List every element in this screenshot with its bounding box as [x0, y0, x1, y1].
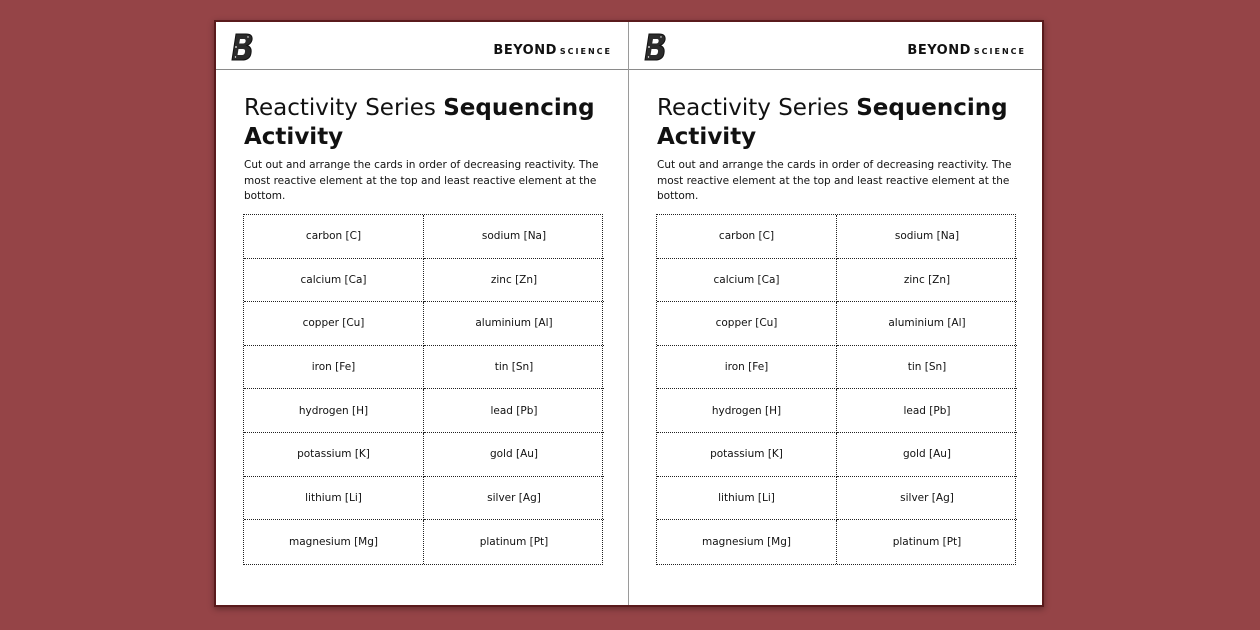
brand-sub: SCIENCE [559, 47, 612, 56]
element-card: iron [Fe] [657, 346, 837, 390]
element-card: lithium [Li] [244, 477, 424, 521]
page-header [629, 22, 1042, 70]
card-grid [243, 214, 603, 565]
element-card: copper [Cu] [657, 302, 837, 346]
brand-wordmark [493, 39, 612, 58]
instructions-text: Cut out and arrange the cards in order of decreasing reactivity. The most reactive element at the top and least reactive element at the bottom. [244, 159, 599, 202]
brand-main: BEYOND [907, 43, 971, 58]
worksheet-page-right [629, 22, 1042, 605]
element-card: potassium [K] [657, 433, 837, 477]
brand-sub: SCIENCE [973, 47, 1026, 56]
element-card: hydrogen [H] [657, 389, 837, 433]
element-card: magnesium [Mg] [657, 520, 837, 564]
page-header [216, 22, 628, 70]
worksheet-spread [214, 20, 1044, 607]
element-card: platinum [Pt] [892, 535, 962, 548]
element-card: carbon [C] [657, 215, 837, 259]
element-card: iron [Fe] [244, 346, 424, 390]
element-card: gold [Au] [424, 433, 604, 477]
title-regular: Reactivity Series [657, 95, 857, 121]
brand-main: BEYOND [493, 43, 557, 58]
page-title [657, 94, 1017, 152]
element-card: magnesium [Mg] [244, 520, 424, 564]
beyond-b-logo-icon [644, 32, 668, 62]
element-card: tin [Sn] [837, 346, 1017, 390]
element-card: calcium [Ca] [657, 259, 837, 303]
element-card: zinc [Zn] [424, 259, 604, 303]
element-card: hydrogen [H] [244, 389, 424, 433]
element-card: silver [Ag] [837, 477, 1017, 521]
element-card: aluminium [Al] [837, 302, 1017, 346]
element-card: copper [Cu] [244, 302, 424, 346]
title-bold: Sequencing Activity [244, 95, 595, 150]
element-card: carbon [C] [244, 215, 424, 259]
brand-wordmark [907, 39, 1026, 58]
element-card: potassium [K] [244, 433, 424, 477]
element-card: platinum [Pt] [479, 535, 549, 548]
element-card: silver [Ag] [424, 477, 604, 521]
title-regular: Reactivity Series [244, 95, 444, 121]
element-card: lead [Pb] [424, 389, 604, 433]
element-card: sodium [Na] [837, 215, 1017, 259]
instructions-text: Cut out and arrange the cards in order of decreasing reactivity. The most reactive element at the top and least reactive element at the bottom. [657, 159, 1012, 202]
page-title [244, 94, 604, 152]
element-card: zinc [Zn] [837, 259, 1017, 303]
element-card: lead [Pb] [837, 389, 1017, 433]
element-card: tin [Sn] [424, 346, 604, 390]
element-card: calcium [Ca] [244, 259, 424, 303]
element-card: gold [Au] [837, 433, 1017, 477]
title-bold: Sequencing Activity [657, 95, 1008, 150]
element-card: lithium [Li] [657, 477, 837, 521]
beyond-b-logo-icon [231, 32, 255, 62]
element-card: sodium [Na] [424, 215, 604, 259]
worksheet-page-left [216, 22, 629, 605]
card-grid [656, 214, 1016, 565]
element-card: aluminium [Al] [424, 302, 604, 346]
